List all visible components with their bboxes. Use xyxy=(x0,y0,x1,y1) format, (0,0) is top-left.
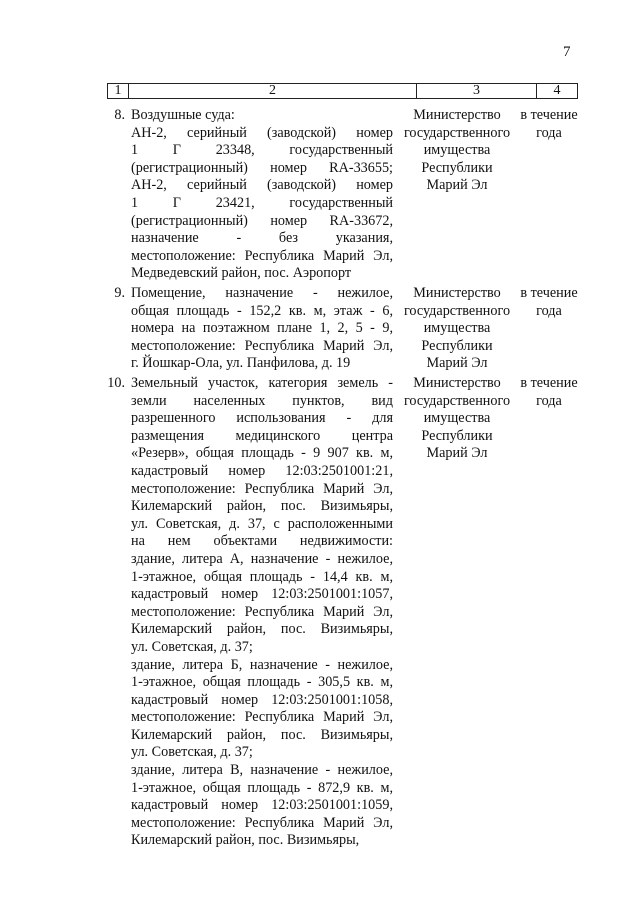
description-line: местоположение: Республика Марий Эл, xyxy=(131,480,393,497)
description-line: 1-этажное, общая площадь - 305,5 кв. м, xyxy=(131,674,393,691)
description-line: Медведевский район, пос. Аэропорт xyxy=(131,265,352,282)
row-number: 10. xyxy=(107,375,125,391)
organization-line: Министерство xyxy=(413,285,501,301)
description-line: (регистрационный) номер RA-33655; xyxy=(131,159,393,176)
organization-line: имущества xyxy=(423,142,491,159)
organization-line: имущества xyxy=(423,320,491,337)
header-cell: 4 xyxy=(553,83,561,98)
description-line: кадастровый номер 12:03:2501001:21, xyxy=(131,462,393,479)
description-line: местоположение: Республика Марий Эл, xyxy=(131,247,393,264)
description-line: Помещение, назначение - нежилое, xyxy=(131,285,393,301)
description-line: ул. Советская, д. 37; xyxy=(131,638,253,655)
row-number: 9. xyxy=(114,285,125,301)
description-line: кадастровый номер 12:03:2501001:1059, xyxy=(131,797,393,814)
deadline-line: года xyxy=(536,392,562,409)
description-line: здание, литера Б, назначение - нежилое, xyxy=(131,656,393,673)
page-number: 7 xyxy=(563,44,571,60)
header-cell: 2 xyxy=(129,84,417,98)
description-line: «Резерв», общая площадь - 9 907 кв. м, xyxy=(131,445,393,462)
description-line: 1 Г 23348, государственный xyxy=(131,142,393,159)
deadline-line: в течение xyxy=(520,375,578,391)
organization-line: Республики xyxy=(421,427,493,444)
organization-line: Марий Эл xyxy=(426,355,488,372)
organization-line: имущества xyxy=(423,410,491,427)
organization-line: государственного xyxy=(403,392,511,409)
description-line: Килемарский район, пос. Визимьяры, xyxy=(131,832,360,849)
description-line: 1-этажное, общая площадь - 872,9 кв. м, xyxy=(131,779,393,796)
description-line: АН-2, серийный (заводской) номер xyxy=(131,124,393,141)
description-line: Земельный участок, категория земель - xyxy=(131,375,393,391)
description-line: (регистрационный) номер RA-33672, xyxy=(131,212,393,229)
description-line: на нем объектами недвижимости: xyxy=(131,533,393,550)
description-line: ул. Советская, д. 37, с расположенными xyxy=(131,515,393,532)
description-line: АН-2, серийный (заводской) номер xyxy=(131,177,393,194)
description-line: ул. Советская, д. 37; xyxy=(131,744,253,761)
row-description xyxy=(131,285,393,373)
organization-line: Республики xyxy=(421,337,493,354)
description-line: Килемарский район, пос. Визимьяры, xyxy=(131,498,393,515)
description-line: общая площадь - 152,2 кв. м, этаж - 6, xyxy=(131,302,393,319)
organization-line: Министерство xyxy=(413,375,501,391)
description-line: местоположение: Республика Марий Эл, xyxy=(131,709,393,726)
table-header xyxy=(107,83,578,99)
responsible-organization xyxy=(398,375,516,463)
description-line: здание, литера В, назначение - нежилое, xyxy=(131,762,393,779)
description-line: г. Йошкар-Ола, ул. Панфилова, д. 19 xyxy=(131,355,351,372)
description-line: земли населенных пунктов, вид xyxy=(131,392,393,409)
description-line: разрешенного использования - для xyxy=(131,410,393,427)
description-line: 1-этажное, общая площадь - 14,4 кв. м, xyxy=(131,568,393,585)
row-description xyxy=(131,375,393,850)
organization-line: Марий Эл xyxy=(426,177,488,194)
description-line: размещения медицинского центра xyxy=(131,427,393,444)
description-line: местоположение: Республика Марий Эл, xyxy=(131,337,393,354)
deadline-line: года xyxy=(536,124,562,141)
organization-line: государственного xyxy=(403,124,511,141)
description-line: местоположение: Республика Марий Эл, xyxy=(131,814,393,831)
row-number: 8. xyxy=(114,107,125,123)
description-line: 1 Г 23421, государственный xyxy=(131,194,393,211)
description-line: назначение - без указания, xyxy=(131,230,393,247)
row-description xyxy=(131,107,393,283)
organization-line: Республики xyxy=(421,159,493,176)
description-line: кадастровый номер 12:03:2501001:1057, xyxy=(131,586,393,603)
description-line: номера на поэтажном плане 1, 2, 5 - 9, xyxy=(131,320,393,337)
responsible-organization xyxy=(398,107,516,195)
deadline-line: в течение xyxy=(520,285,578,301)
organization-line: Министерство xyxy=(413,107,501,123)
deadline xyxy=(516,285,582,320)
header-cell: 1 xyxy=(108,84,129,98)
description-line: Воздушные суда: xyxy=(131,107,235,123)
description-line: Килемарский район, пос. Визимьяры, xyxy=(131,726,393,743)
deadline-line: года xyxy=(536,302,562,319)
responsible-organization xyxy=(398,285,516,373)
description-line: здание, литера А, назначение - нежилое, xyxy=(131,550,393,567)
header-cell: 3 xyxy=(417,84,537,98)
deadline-line: в течение xyxy=(520,107,578,123)
deadline xyxy=(516,107,582,142)
description-line: кадастровый номер 12:03:2501001:1058, xyxy=(131,691,393,708)
deadline xyxy=(516,375,582,410)
organization-line: Марий Эл xyxy=(426,445,488,462)
description-line: местоположение: Республика Марий Эл, xyxy=(131,603,393,620)
organization-line: государственного xyxy=(403,302,511,319)
description-line: Килемарский район, пос. Визимьяры, xyxy=(131,621,393,638)
